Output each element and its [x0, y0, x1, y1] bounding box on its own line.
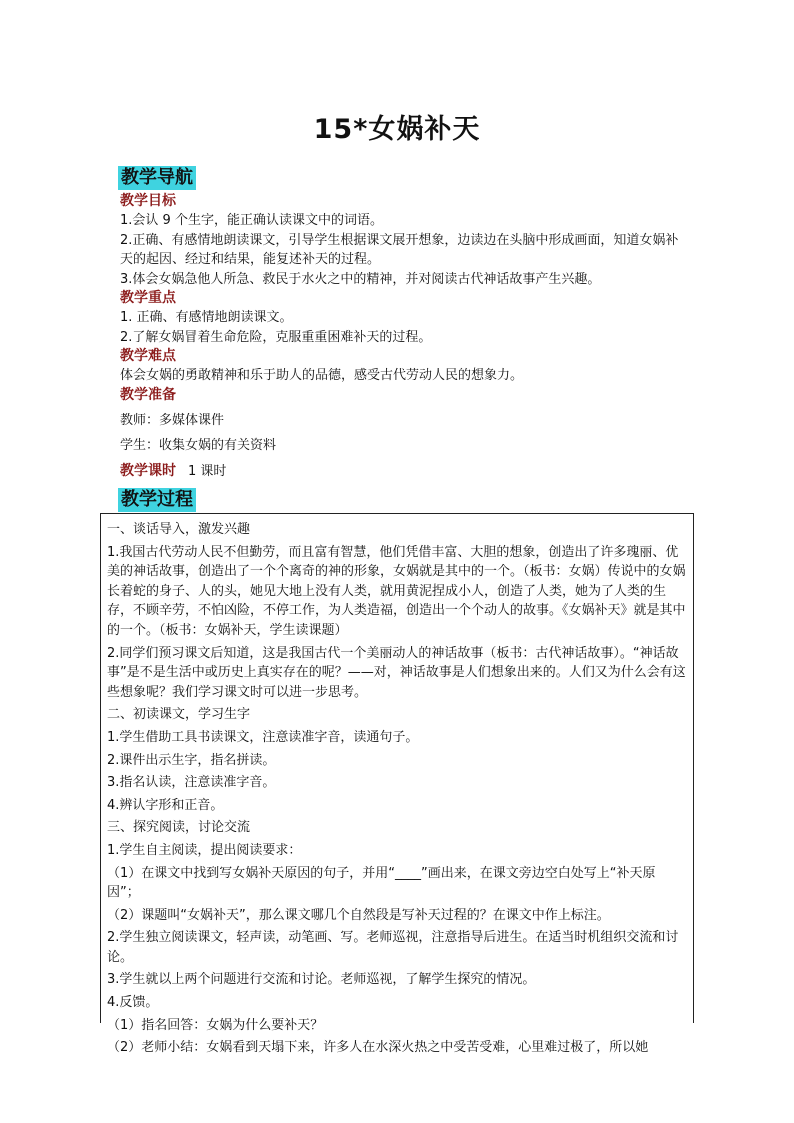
teaching-guide: [120, 192, 680, 481]
process-paragraph: 3.学生就以上两个问题进行交流和讨论。老师巡视，了解学生探究的情况。: [107, 972, 536, 988]
key-points-label: 教学重点: [120, 290, 176, 306]
section-heading-teaching-process: 教学过程: [118, 488, 196, 512]
process-paragraph: 2.课件出示生字，指名拼读。: [107, 752, 276, 768]
process-paragraph: 4.辨认字形和正音。: [107, 797, 224, 813]
goal-item: 3.体会女娲急他人所急、救民于水火之中的精神，并对阅读古代神话故事产生兴趣。: [120, 271, 601, 287]
goals-label: 教学目标: [120, 193, 176, 209]
preparation-student: 学生：收集女娲的有关资料: [120, 438, 277, 453]
process-paragraph: 1.学生借助工具书读课文，注意读准字音，读通句子。: [107, 729, 419, 745]
process-step-heading: 一、谈话导入，激发兴趣: [107, 522, 251, 537]
key-point-item: 2.了解女娲冒着生命危险，克服重重困难补天的过程。: [120, 329, 432, 345]
process-paragraph: （2）课题叫“女娲补天”，那么课文哪几个自然段是写补天过程的？在课文中作上标注。: [107, 907, 610, 923]
process-paragraph: （1）在课文中找到写女娲补天原因的句子，并用“____”画出来，在课文旁边空白处写上“补天原因”；: [107, 865, 656, 901]
process-paragraph: 1.学生自主阅读，提出阅读要求：: [107, 842, 302, 858]
process-paragraph: 3.指名认读，注意读准字音。: [107, 775, 276, 791]
periods-value: 1 课时: [188, 463, 227, 479]
teaching-process-box: [100, 513, 694, 1056]
preparation-teacher: 教师：多媒体课件: [120, 412, 225, 428]
preparation-label: 教学准备: [120, 386, 176, 403]
key-point-item: 1. 正确、有感情地朗读课文。: [120, 310, 293, 325]
process-paragraph: 2.同学们预习课文后知道，这是我国古代一个美丽动人的神话故事（板书：古代神话故事）。“神话故事”是不是生活中或历史上真实存在的呢？——对，神话故事是人们想象出来的。人们又为什么会有这些想象呢？我们学习课文时可以进一步思考。: [107, 645, 686, 700]
process-paragraph: （2）老师小结：女娲看到天塌下来，许多人在水深火热之中受苦受难，心里难过极了，所以她: [107, 1040, 649, 1056]
difficulties-label: 教学难点: [120, 348, 176, 364]
teaching-process-content: [101, 514, 693, 1058]
process-paragraph: 4.反馈。: [107, 995, 159, 1011]
process-paragraph: 2.学生独立阅读课文，轻声读，动笔画、写。老师巡视，注意指导后进生。在适当时机组织交流和讨论。: [107, 930, 679, 965]
process-paragraph: （1）指名回答：女娲为什么要补天？: [107, 1017, 324, 1033]
difficulty-item: 体会女娲的勇敢精神和乐于助人的品德，感受古代劳动人民的想象力。: [120, 368, 524, 383]
section-heading-teaching-guide: 教学导航: [118, 166, 196, 190]
process-paragraph: 1.我国古代劳动人民不但勤劳，而且富有智慧，他们凭借丰富、大胆的想象，创造出了许多瑰丽、优美的神话故事，创造出了一个个离奇的神的形象，女娲就是其中的一个。（板书：女娲）传说中的女娲长着蛇的身子、人的头，她见大地上没有人类，就用黄泥捏成小人，创造了人类，她为了人类的生存，不顾辛劳，不怕凶险，不停工作，为人类造福，创造出一个个动人的故事。《女娲补天》就是其中的一个。（板书：女娲补天，学生读课题）: [107, 544, 686, 638]
process-step-heading: 二、初读课文，学习生字: [107, 707, 251, 723]
goal-item: 1.会认 9 个生字，能正确认读课文中的词语。: [120, 213, 383, 228]
process-step-heading: 三、探究阅读，讨论交流: [107, 820, 251, 836]
periods-row: [120, 462, 680, 482]
document-title: 15*女娲补天: [313, 114, 481, 145]
goal-item: 2.正确、有感情地朗读课文，引导学生根据课文展开想象，边读边在头脑中形成画面，知道女娲补天的起因、经过和结果，能复述补天的过程。: [120, 232, 679, 267]
periods-label: 教学课时: [120, 462, 176, 479]
